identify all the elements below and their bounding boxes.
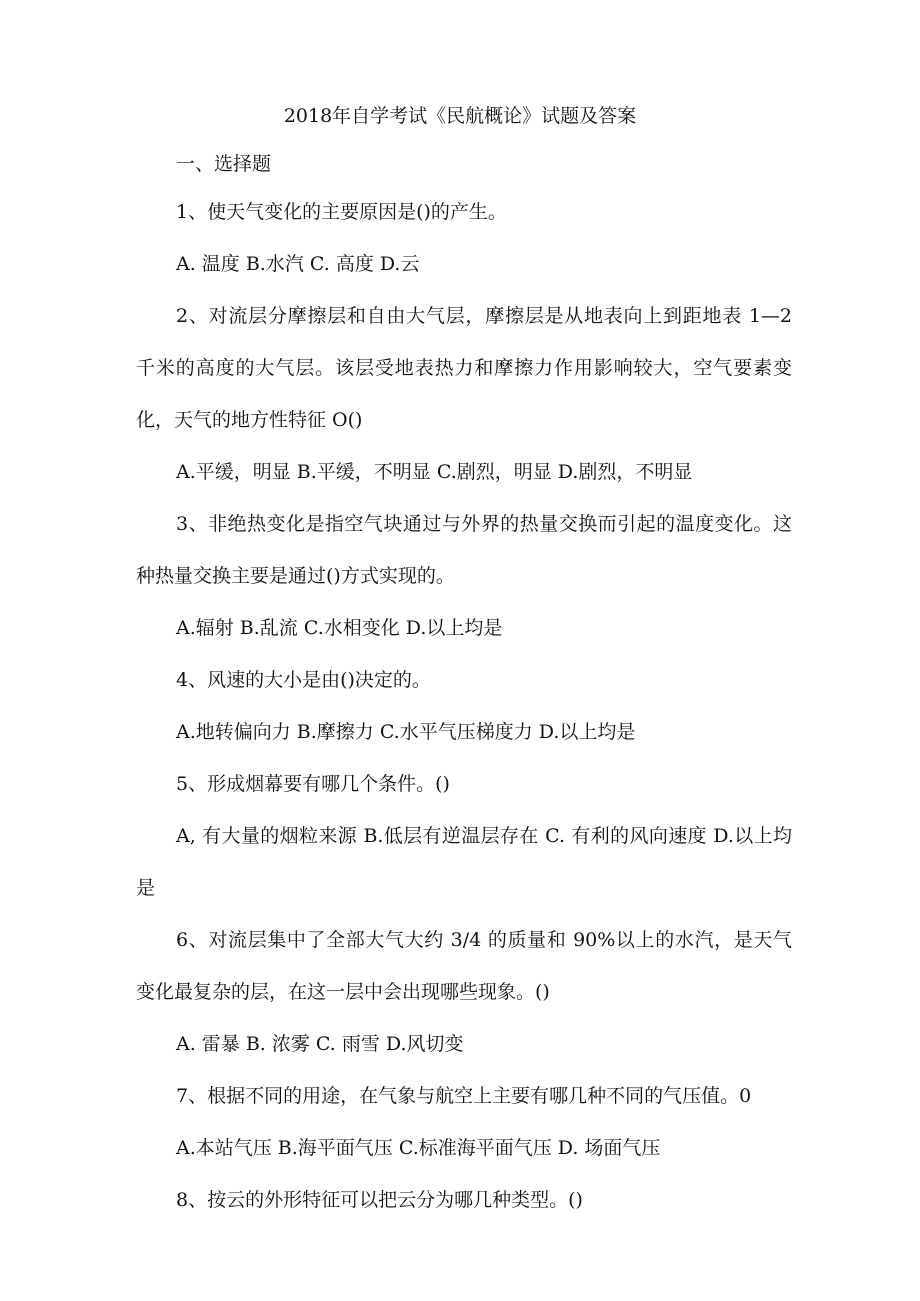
question-1-options: A. 温度 B.水汽 C. 高度 D.云: [176, 253, 420, 275]
question-7: 7、根据不同的用途，在气象与航空上主要有哪几种不同的气压值。0: [176, 1085, 752, 1107]
question-7-options: A.本站气压 B.海平面气压 C.标准海平面气压 D. 场面气压: [176, 1137, 661, 1159]
document-title: 2018年自学考试《民航概论》试题及答案: [283, 105, 637, 127]
question-6-options: A. 雷暴 B. 浓雾 C. 雨雪 D.风切变: [176, 1033, 464, 1055]
document-body: [136, 196, 792, 1236]
section-heading: 一、选择题: [176, 153, 272, 175]
question-2: 2、对流层分摩擦层和自由大气层，摩擦层是从地表向上到距地表 1—2 千米的高度的大气层。该层受地表热力和摩擦力作用影响较大，空气要素变化，天气的地方性特征 O(): [136, 305, 792, 431]
question-3: 3、非绝热变化是指空气块通过与外界的热量交换而引起的温度变化。这种热量交换主要是通过()方式实现的。: [136, 513, 792, 587]
question-8: 8、按云的外形特征可以把云分为哪几种类型。(): [176, 1189, 583, 1211]
question-5-options: A, 有大量的烟粒来源 B.低层有逆温层存在 C. 有利的风向速度 D.以上均是: [136, 825, 792, 899]
question-3-options: A.辐射 B.乱流 C.水相变化 D.以上均是: [176, 617, 503, 639]
question-2-options: A.平缓，明显 B.平缓，不明显 C.剧烈，明显 D.剧烈，不明显: [176, 461, 693, 483]
question-4: 4、风速的大小是由()决定的。: [176, 669, 431, 691]
question-1: 1、使天气变化的主要原因是()的产生。: [176, 201, 507, 223]
question-5: 5、形成烟幕要有哪几个条件。(): [176, 773, 450, 795]
question-6: 6、对流层集中了全部大气大约 3/4 的质量和 90%以上的水汽，是天气变化最复杂的层，在这一层中会出现哪些现象。(): [136, 929, 792, 1003]
question-4-options: A.地转偏向力 B.摩擦力 C.水平气压梯度力 D.以上均是: [176, 721, 636, 743]
